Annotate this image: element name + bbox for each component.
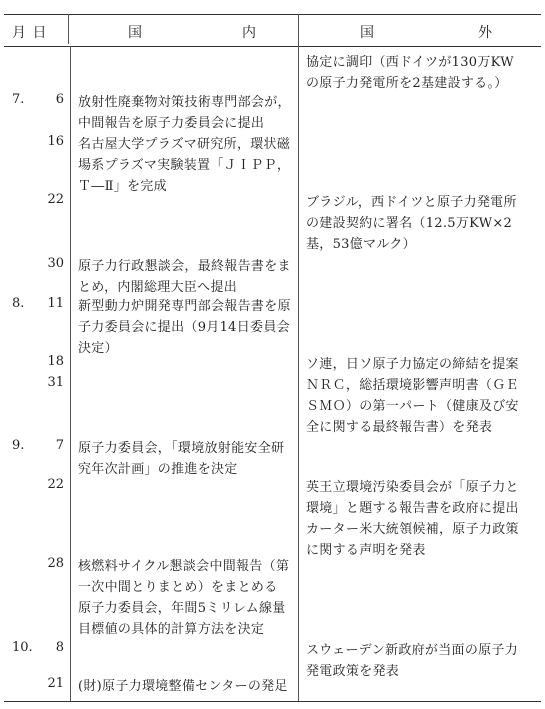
foreign-entry-line: ソ連，日ソ原子力協定の締結を提案 (306, 357, 519, 372)
foreign-entry-line: ＮＲＣ，総括環境影響声明書（ＧＥ (306, 378, 519, 393)
header-foreign-2: 外 (478, 25, 493, 41)
column-divider-body (70, 46, 71, 701)
row-day: 31 (47, 375, 64, 390)
header-domestic-2: 内 (242, 25, 257, 41)
row-day: 22 (47, 477, 64, 492)
column-divider-main (298, 14, 299, 701)
foreign-entry (306, 640, 538, 682)
domestic-entry-line: 一次中間とりまとめ）をまとめる (78, 580, 278, 595)
table-bottom-rule (4, 701, 541, 702)
foreign-entry-line: スウェーデン新政府が当面の原子力 (306, 643, 519, 658)
header-bottom-rule (4, 46, 541, 47)
row-month: 10. (12, 640, 33, 655)
domestic-entry-line: 場系プラズマ実験装置「ＪＩＰＰ， (78, 158, 291, 173)
foreign-entry-line: ブラジル，西ドイツと原子力発電所 (306, 195, 517, 210)
domestic-entry (78, 676, 296, 697)
foreign-entry (306, 375, 538, 438)
domestic-entry-line: 決定） (78, 341, 118, 356)
domestic-entry (78, 92, 296, 134)
domestic-entry-line: 新型動力炉開発専門部会報告書を原 (78, 299, 291, 314)
foreign-entry-line: 基，53億マルク） (306, 237, 416, 252)
row-day: 21 (47, 676, 64, 691)
domestic-entry (78, 134, 296, 197)
row-day: 16 (47, 134, 64, 149)
table-top-rule (4, 14, 541, 15)
foreign-entry-line: 環境」と題する報告書を政府に提出 (306, 501, 519, 516)
row-day: 28 (47, 556, 64, 571)
foreign-entry (306, 477, 538, 561)
domestic-entry-line: 中間報告を原子力委員会に提出 (78, 116, 265, 131)
foreign-entry-line: ＳＭＯ）の第一パート（健康及び安 (306, 399, 519, 414)
foreign-entry-line: に関する声明を発表 (306, 543, 426, 558)
row-day: 7 (55, 438, 64, 453)
domestic-entry-line: 核燃料サイクル懇談会中間報告（第 (78, 559, 290, 574)
domestic-entry-line: 子力委員会に提出（9月14日委員会 (78, 320, 290, 335)
domestic-entry-line: 原子力委員会，年間5ミリレム線量 (78, 601, 286, 616)
domestic-entry-line: (財)原子力環境整備センターの発足 (78, 679, 288, 694)
header-month-day: 月 日 (12, 25, 48, 41)
domestic-entry (78, 438, 296, 480)
domestic-entry-line: Ｔ―Ⅱ」を完成 (78, 179, 167, 194)
row-day: 22 (47, 192, 64, 207)
domestic-entry-line: 目標値の具体的計算方法を決定 (78, 622, 265, 637)
domestic-entry (78, 256, 296, 298)
row-day: 6 (55, 92, 64, 107)
domestic-entry-line: 究年次計画」の推進を決定 (78, 462, 238, 477)
domestic-entry (78, 556, 296, 640)
domestic-entry (78, 296, 296, 359)
foreign-entry (306, 354, 538, 375)
foreign-entry-line: 英王立環境汚染委員会が「原子力と (306, 480, 519, 495)
row-month: 9. (12, 438, 25, 453)
row-day: 8 (55, 640, 64, 655)
row-day: 30 (47, 256, 64, 271)
domestic-entry-line: 放射性廃棄物対策技術専門部会が， (78, 95, 291, 110)
foreign-entry-line: の建設契約に署名（12.5万KW×2 (306, 216, 513, 231)
foreign-entry-line: の原子力発電所を2基建設する。） (306, 76, 508, 91)
foreign-entry-line: 協定に調印（西ドイツが130万KW (306, 55, 514, 70)
domestic-entry-line: 原子力行政懇談会，最終報告書をま (78, 259, 291, 274)
row-day: 18 (47, 354, 64, 369)
foreign-entry (306, 192, 538, 255)
domestic-entry-line: 名古屋大学プラズマ研究所，環状磁 (78, 137, 291, 152)
foreign-entry-line: カーター米大統領候補，原子力政策 (306, 522, 519, 537)
row-day: 11 (47, 296, 64, 311)
foreign-entry-line: 全に関する最終報告書）を発表 (306, 420, 493, 435)
row-month: 7. (12, 92, 25, 107)
row-month: 8. (12, 296, 25, 311)
foreign-entry-line: 発電政策を発表 (306, 664, 400, 679)
foreign-entry (306, 52, 538, 94)
header-domestic-1: 国 (128, 25, 143, 41)
domestic-entry-line: とめ，内閣総理大臣へ提出 (78, 280, 238, 295)
column-divider-date (68, 14, 69, 44)
header-foreign-1: 国 (360, 25, 375, 41)
domestic-entry-line: 原子力委員会，「環境放射能安全研 (78, 441, 285, 456)
